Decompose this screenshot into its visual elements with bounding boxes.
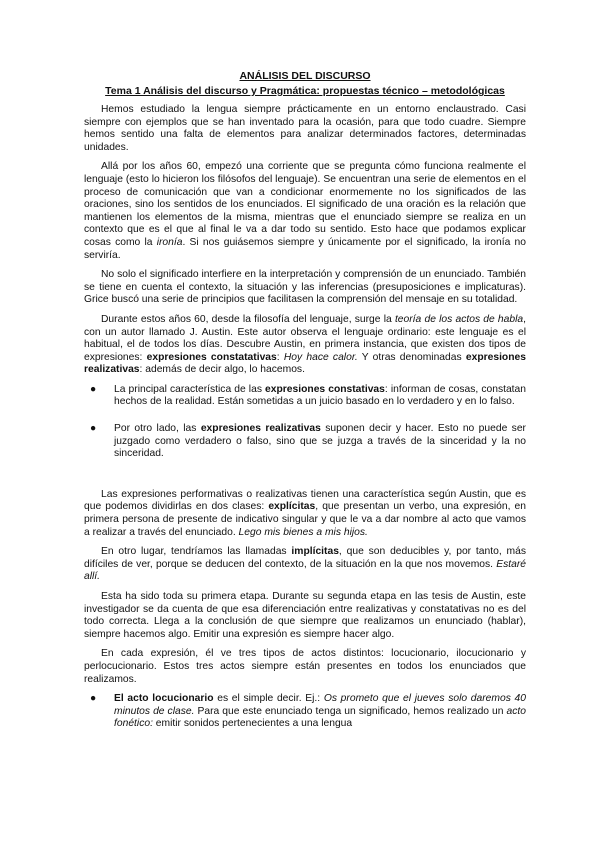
list-item <box>84 423 526 461</box>
paragraph-1: Hemos estudiado la lengua siempre prácticamente en un entorno enclaustrado. Casi siempre con ejemplos que se han inventado para la ocasión, para que todo cuadre. Siempre hemos sentido una falta de elementos para analizar determinados factores, determinadas unidades. <box>84 104 526 153</box>
list-item-fonetico: acto fonético: <box>114 705 526 730</box>
document-subtitle <box>84 85 526 98</box>
paragraph-2-text-a: Allá por los años 60, empezó una corriente que se pregunta cómo funciona realmente el lenguaje (esto lo hicieron los filósofos del lenguaje). Se encuentran una serie de elementos en el proceso de comunicación que van a condicionar enormemente no los significados de las oraciones, sino los sentidos de los enunciados. El significado de una oración es la relación que mantienen los elementos de la misma, mientras que el enunciado siempre se realiza en un contexto que es el que al final le va a dar todo su sentido. Esto hace que podamos explicar cosas como la <box>84 161 526 248</box>
paragraph-2-ironia: ironía <box>156 236 183 248</box>
list-item-text-b: : informan de cosas, constatan hechos de la realidad. Están sometidas a un juicio basado en lo verdadero y en lo falso. <box>114 383 526 408</box>
list-item-text-c: emitir sonidos pertenecientes a una lengua <box>152 718 353 730</box>
paragraph-4-constatativas: expresiones constatativas <box>146 351 277 363</box>
paragraph-5-text-a: Las expresiones performativas o realizativas tienen una característica según Austin, que es que podemos dividirlas en dos clases: <box>84 488 526 513</box>
paragraph-4-text-a: Durante estos años 60, desde la filosofía del lenguaje, surge la <box>101 313 395 325</box>
paragraph-6-text-b: , que son deducibles y, por tanto, más difíciles de ver, porque se deducen del contexto, de la situación en la que nos movemos. <box>84 546 526 570</box>
paragraph-7: Esta ha sido toda su primera etapa. Durante su segunda etapa en las tesis de Austin, este investigador se da cuenta de que esa diferenciación entre realizativas y constatativas no es del todo correcta. Llega a la conclusión de que siempre que realizamos un enunciado (hablar), siempre hacemos algo. Emitir una expresión es siempre hacer algo. <box>84 591 526 640</box>
paragraph-6-text-a: En otro lugar, tendríamos las llamadas <box>101 546 292 558</box>
list-item-bold: El acto locucionario <box>114 693 214 705</box>
paragraph-5-explicitas: explícitas <box>268 501 316 513</box>
paragraph-5-example: Lego mis bienes a mis hijos. <box>238 526 368 538</box>
bullet-icon: ● <box>90 383 97 395</box>
bullet-icon: ● <box>90 693 97 705</box>
paragraph-5-text-b: , que presentan un verbo, una expresión, en primera persona de presente de indicativo singular y que le va a dar nombre al acto que vamos a realizar a través del enunciado. <box>84 501 527 538</box>
paragraph-6-implicitas: implícitas <box>291 546 339 558</box>
list-item-text-a: es el simple decir. Ej.: <box>213 693 324 705</box>
bullet-icon: ● <box>90 423 97 435</box>
list-item-bold: expresiones constativas <box>265 383 385 395</box>
document-title: ANÁLISIS DEL DISCURSO <box>239 70 371 82</box>
paragraph-3: No solo el significado interfiere en la interpretación y comprensión de un enunciado. También se tiene en cuenta el contexto, la situación y las inferencias (presuposiciones e implicaturas). Grice buscó una serie de principios que facilitasen la comprensión del mensaje en su totalidad. <box>84 269 526 306</box>
list-item-bold: expresiones realizativas <box>200 423 321 435</box>
paragraph-2-text-b: . Si nos guiásemos siempre y únicamente por el significado, la ironía no serviría. <box>84 236 526 261</box>
list-item <box>84 693 526 731</box>
document-page <box>84 70 526 743</box>
paragraph-4-teoria: teoría de los actos de habla <box>394 313 524 325</box>
bullet-list-1 <box>84 384 526 461</box>
paragraph-8: En cada expresión, él ve tres tipos de actos distintos: locucionario, ilocucionario y perlocucionario. Estos tres actos siempre están presentes en todos los enunciados que realizamos. <box>84 648 526 685</box>
paragraph-4 <box>84 314 526 377</box>
paragraph-2 <box>84 161 526 262</box>
paragraph-4-example: Hoy hace calor. <box>283 351 358 363</box>
paragraph-6-example: Estaré allí. <box>84 558 526 583</box>
list-item-text-a: La principal característica de las <box>114 383 266 395</box>
bullet-list-2 <box>84 693 526 731</box>
list-item-text-b: Para que este enunciado tenga un significado, hemos realizado un <box>194 705 507 717</box>
subtitle-text: Tema 1 Análisis del discurso y Pragmática: propuestas técnico – metodológicas <box>105 85 505 97</box>
list-item-example: Os prometo que el jueves solo daremos 40 minutos de clase. <box>114 693 526 717</box>
paragraph-4-text-c: : <box>276 351 284 363</box>
spacer <box>84 475 526 489</box>
paragraph-6 <box>84 546 526 584</box>
list-item <box>84 384 526 409</box>
paragraph-4-text-e: : además de decir algo, lo hacemos. <box>139 364 305 376</box>
list-item-text-b: suponen decir y hacer. Esto no puede ser juzgado como verdadero o falso, sino que se juzga a través de la sinceridad y la no sinceridad. <box>114 423 526 460</box>
paragraph-5 <box>84 489 526 539</box>
paragraph-4-text-d: Y otras denominadas <box>357 351 466 363</box>
paragraph-4-realizativas: expresiones realizativas <box>84 351 526 376</box>
list-item-text-a: Por otro lado, las <box>114 423 201 435</box>
paragraph-4-text-b: , con un autor llamado J. Austin. Este autor observa el lenguaje ordinario: este lenguaje es el habitual, el de todos los días. Descubre Austin, en primera instancia, que existen dos tipos de expresiones: <box>84 313 527 363</box>
